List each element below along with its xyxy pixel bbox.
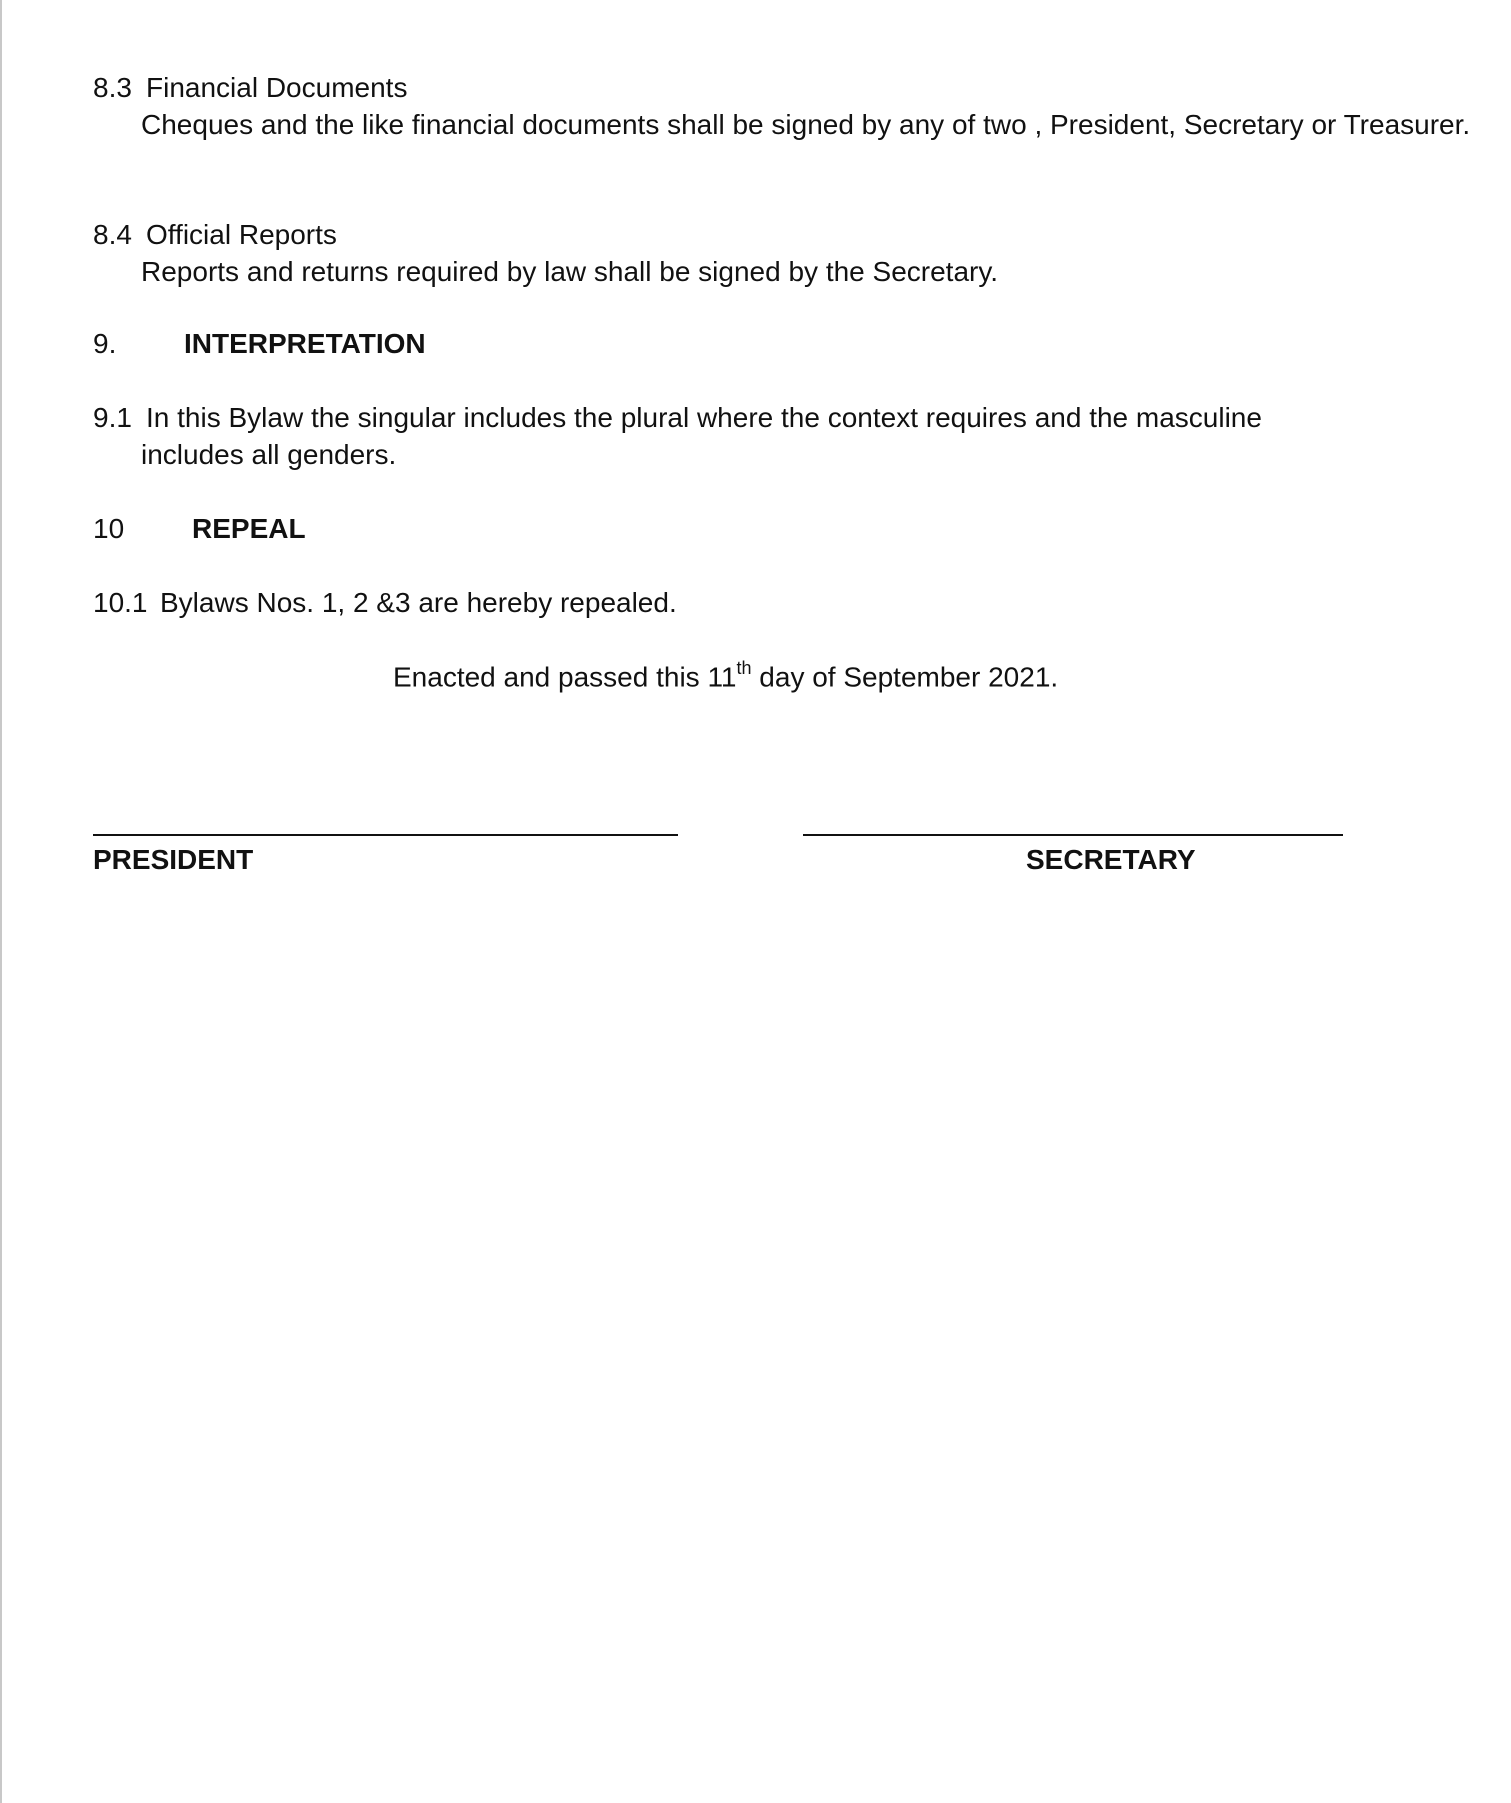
section-10-1-number: 10.1 <box>93 587 148 618</box>
enactment-superscript: th <box>736 658 752 678</box>
section-10-number: 10 <box>93 513 125 544</box>
president-label: PRESIDENT <box>93 844 254 875</box>
section-10-heading: REPEAL <box>192 513 306 544</box>
president-signature-line <box>93 834 678 836</box>
page-left-edge <box>0 0 2 1803</box>
secretary-signature-line <box>803 834 1343 836</box>
section-9-1-line1: In this Bylaw the singular includes the plural where the context requires and the masculine <box>146 402 1262 433</box>
section-10-1-body: Bylaws Nos. 1, 2 &3 are hereby repealed. <box>160 587 677 618</box>
enactment-suffix: day of September 2021. <box>751 661 1059 693</box>
secretary-label: SECRETARY <box>1026 844 1196 875</box>
section-8-4-heading: Official Reports <box>146 219 337 250</box>
section-9-1-number: 9.1 <box>93 402 132 433</box>
section-9-1-line2: includes all genders. <box>141 439 397 470</box>
section-8-4-body: Reports and returns required by law shall be signed by the Secretary. <box>141 256 999 287</box>
enactment-line <box>393 658 1059 693</box>
section-8-3-number: 8.3 <box>93 72 132 103</box>
section-9-number: 9. <box>93 328 117 359</box>
section-8-4-number: 8.4 <box>93 219 132 250</box>
section-8-3-heading: Financial Documents <box>146 72 408 103</box>
section-9-heading: INTERPRETATION <box>184 328 426 359</box>
section-8-3-body: Cheques and the like financial documents shall be signed by any of two , President, Secretary or Treasurer. <box>141 109 1471 140</box>
enactment-prefix: Enacted and passed this 11 <box>393 661 737 693</box>
